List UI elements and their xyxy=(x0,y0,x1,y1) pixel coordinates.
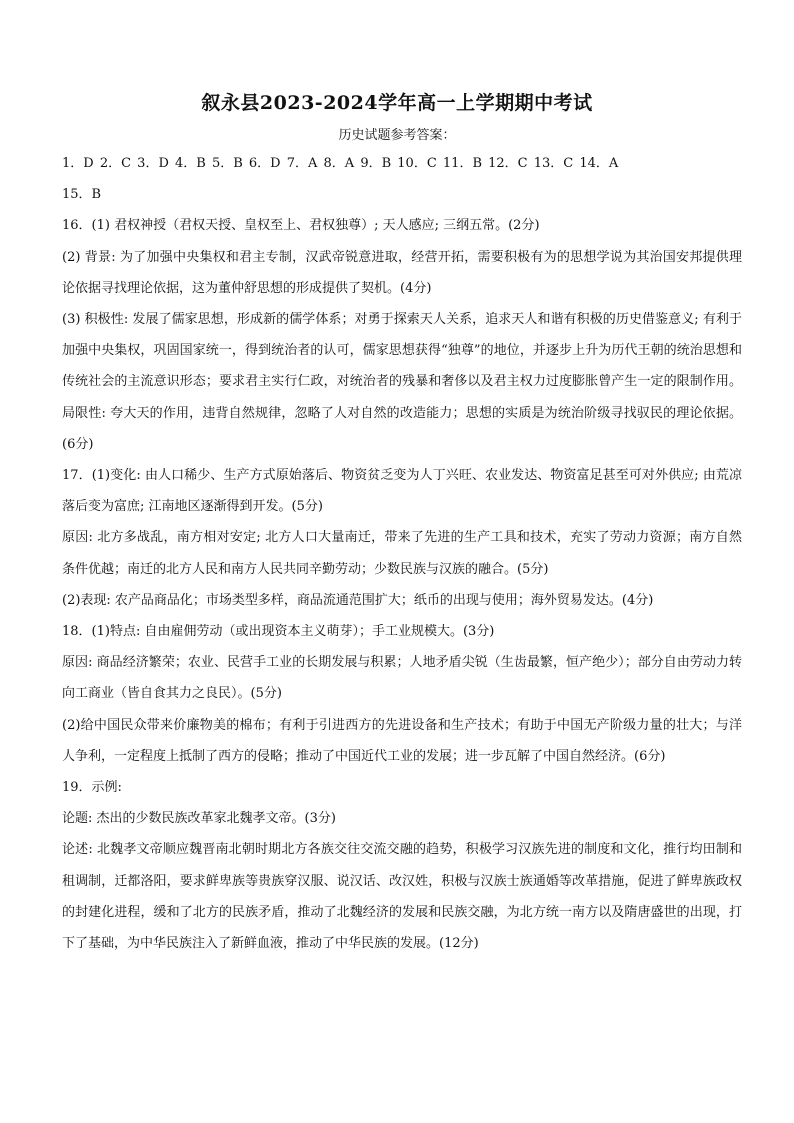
q17-reasons: 原因: 北方多战乱，南方相对安定; 北方人口大量南迁，带来了先进的生产工具和技术，充实了劳动力资源；南方自然条件优越；南迁的北方人民和南方人民共同辛勤劳动；少数民族与汉族的融合。(5分) xyxy=(62,530,742,577)
q16-part2: (2) 背景: 为了加强中央集权和君主专制，汉武帝锐意进取，经营开拓，需要积极有为的思想学说为其治国安邦提供理论依据寻找理论依据，这为董仲舒思想的形成提供了契机。(4分) xyxy=(62,249,742,296)
q18-part2: (2)给中国民众带来价廉物美的棉布；有利于引进西方的先进设备和生产技术；有助于中国无产阶级力量的壮大；与洋人争利，一定程度上抵制了西方的侵略；推动了中国近代工业的发展；进一步瓦解了中国自然经济。(6分) xyxy=(62,717,742,764)
choice-answers-line-2: 15．B xyxy=(62,187,102,203)
q18-part1: 18．(1)特点: 自由雇佣劳动（或出现资本主义萌芽）；手工业规模大。(3分) xyxy=(62,624,495,640)
choice-answers-line-1: 1．D 2．C 3．D 4．B 5．B 6．D 7．A 8．A 9．B 10．C 11．B 12．C 13．C 14．A xyxy=(62,156,619,171)
page-subtitle: 历史试题参考答案： xyxy=(338,128,456,143)
q18-reasons: 原因: 商品经济繁荣；农业、民营手工业的长期发展与积累；人地矛盾尖锐（生齿最繁，恒产绝少）；部分自由劳动力转向工商业（皆自食其力之良民）。(5分) xyxy=(62,655,742,702)
q16-part1: 16．(1) 君权神授（君权天授、皇权至上、君权独尊）; 天人感应; 三纲五常。(2分) xyxy=(62,218,540,234)
answer-body xyxy=(62,148,742,959)
q16-part3: (3) 积极性: 发展了儒家思想，形成新的儒学体系；对勇于探索天人关系，追求天人和谐有积极的历史借鉴意义; 有利于加强中央集权，巩固国家统一，得到统治者的认可，儒家思想获得“独尊”的地位，并逐步上升为历代王朝的统治思想和传统社会的主流意识形态；要求君主实行仁政，对统治者的残暴和奢侈以及君主权力过度膨胀曾产生一定的限制作用。局限性: 夸大天的作用，违背自然规律，忽略了人对自然的改造能力；思想的实质是为统治阶级寻找驭民的理论依据。(6分) xyxy=(62,311,742,452)
page-title: 叙永县2023-2024学年高一上学期期中考试 xyxy=(201,92,593,114)
q19-example: 19．示例: xyxy=(62,780,122,796)
q17-part2: (2)表现: 农产品商品化；市场类型多样，商品流通范围扩大；纸币的出现与使用；海外贸易发达。(4分) xyxy=(62,592,654,608)
q19-argument: 论述: 北魏孝文帝顺应魏晋南北朝时期北方各族交往交流交融的趋势，积极学习汉族先进的制度和文化，推行均田制和租调制，迁都洛阳，要求鲜卑族等贵族穿汉服、说汉话、改汉姓，积极与汉族士族通婚等改革措施，促进了鲜卑族政权的封建化进程，缓和了北方的民族矛盾，推动了北魏经济的发展和民族交融，为北方统一南方以及隋唐盛世的出现，打下了基础，为中华民族注入了新鲜血液，推动了中华民族的发展。(12分) xyxy=(62,842,742,952)
q17-part1: 17．(1)变化: 由人口稀少、生产方式原始落后、物资贫乏变为人丁兴旺、农业发达、物资富足甚至可对外供应; 由荒凉落后变为富庶; 江南地区逐渐得到开发。(5分) xyxy=(62,468,742,515)
q19-thesis: 论题: 杰出的少数民族改革家北魏孝文帝。(3分) xyxy=(62,811,336,827)
